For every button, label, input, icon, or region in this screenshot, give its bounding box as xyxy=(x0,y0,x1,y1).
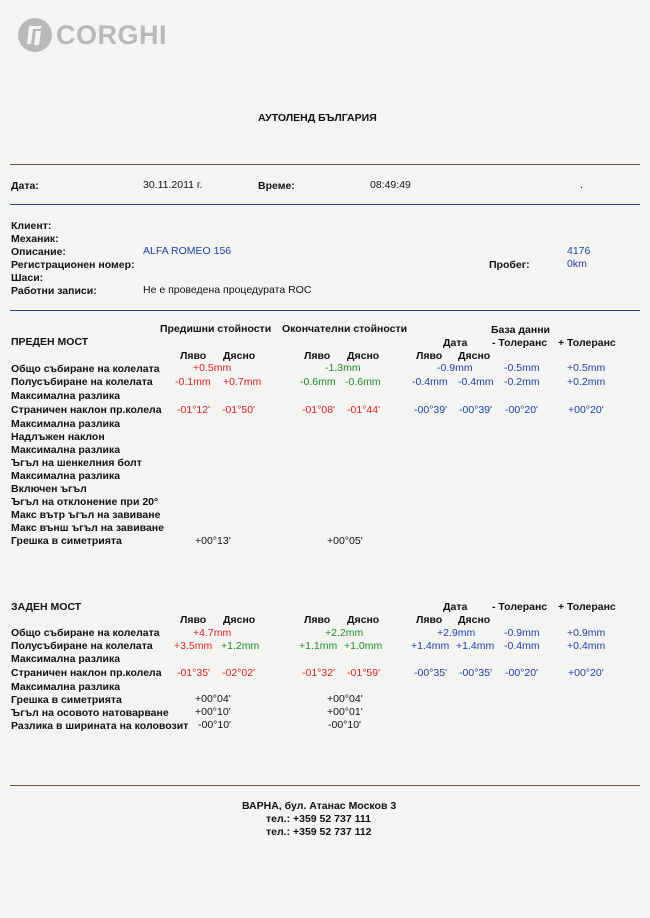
final-total: +00°04' xyxy=(327,693,363,705)
db-right: +1.4mm xyxy=(456,640,495,652)
tol-plus: +0.2mm xyxy=(567,376,606,388)
prev-left: -01°12' xyxy=(177,404,211,416)
description-code: 4176 xyxy=(567,245,591,257)
col-final-header: Окончателни стойности xyxy=(282,323,408,335)
chassis-label: Шаси: xyxy=(11,272,44,284)
logo-text: CORGHI xyxy=(56,20,167,50)
time-value: 08:49:49 xyxy=(370,179,411,191)
corghi-logo-mark-icon xyxy=(18,18,52,52)
footer-phone-2: тел.: +359 52 737 112 xyxy=(266,826,372,838)
final-total: +00°01' xyxy=(327,706,363,718)
worknotes-label: Работни записи: xyxy=(11,285,97,297)
final-left: -01°08' xyxy=(302,404,336,416)
row-label: Ъгъл на шенкелния болт xyxy=(11,457,142,469)
row-label: Полусъбиране на колелата xyxy=(11,640,153,652)
tol-plus: +0.5mm xyxy=(567,362,606,374)
final-right-header: Дясно xyxy=(347,350,380,362)
tol-minus: -0.5mm xyxy=(504,362,540,374)
final-total: -00°10' xyxy=(328,719,362,731)
row-label: Максимална разлика xyxy=(11,444,121,456)
row-label: Максимална разлика xyxy=(11,681,121,693)
prev-total: +00°10' xyxy=(195,706,231,718)
row-label: Включен ъгъл xyxy=(11,483,87,495)
row-label: Грешка в симетрията xyxy=(11,694,122,706)
prev-left-header: Ляво xyxy=(180,350,207,362)
prev-total: +0.5mm xyxy=(193,362,232,374)
final-right: +1.0mm xyxy=(344,640,383,652)
mileage-value: 0km xyxy=(567,258,587,270)
final-right: -01°59' xyxy=(347,667,381,679)
prev-right: +1.2mm xyxy=(221,640,260,652)
row-label: Максимална разлика xyxy=(11,390,121,402)
final-total: -1.3mm xyxy=(325,362,361,374)
prev-left-header: Ляво xyxy=(180,614,207,626)
tol-plus: +00°20' xyxy=(568,667,604,679)
stray-dot: . xyxy=(580,179,583,191)
tol-plus: +0.9mm xyxy=(567,627,606,639)
final-total: +00°05' xyxy=(327,535,363,547)
prev-total: +00°13' xyxy=(195,535,231,547)
row-label: Полусъбиране на колелата xyxy=(11,376,153,388)
row-label: Макс вътр ъгъл на завиване xyxy=(11,509,161,521)
divider xyxy=(10,310,640,311)
footer-phone-1: тел.: +359 52 737 111 xyxy=(266,813,371,825)
time-label: Време: xyxy=(258,180,295,192)
col-tol-minus-header: - Толеранс xyxy=(492,337,548,349)
final-total: +2.2mm xyxy=(325,627,364,639)
description-value: ALFA ROMEO 156 xyxy=(143,245,232,257)
row-label: Грешка в симетрията xyxy=(11,535,122,547)
final-right-header: Дясно xyxy=(347,614,380,626)
row-label: Разлика в ширината на коловозит xyxy=(11,720,189,732)
mileage-label: Пробег: xyxy=(489,259,530,271)
prev-left: -01°35' xyxy=(177,667,211,679)
col-tol-minus-header: - Толеранс xyxy=(492,601,548,613)
db-left-header: Ляво xyxy=(416,614,443,626)
prev-right: -02°02' xyxy=(222,667,256,679)
client-label: Клиент: xyxy=(11,220,52,232)
final-left-header: Ляво xyxy=(304,350,331,362)
db-right: -00°35' xyxy=(459,667,493,679)
final-left: -0.6mm xyxy=(300,376,336,388)
row-label: Надлъжен наклон xyxy=(11,431,105,443)
row-label: Страничен наклон пр.колела xyxy=(11,404,162,416)
prev-right: -01°50' xyxy=(222,404,256,416)
date-value: 30.11.2011 г. xyxy=(143,179,203,191)
divider xyxy=(10,204,640,205)
prev-right-header: Дясно xyxy=(223,350,256,362)
db-left: -0.4mm xyxy=(412,376,448,388)
tol-minus: -0.9mm xyxy=(504,627,540,639)
row-label: Ъгъл на осовото натоварване xyxy=(11,707,169,719)
worknotes-value: Не е проведена процедурата ROC xyxy=(143,284,312,296)
final-left: +1.1mm xyxy=(299,640,338,652)
final-right: -01°44' xyxy=(347,404,381,416)
tol-minus: -0.2mm xyxy=(504,376,540,388)
col-database-header: База данни xyxy=(491,324,550,336)
prev-right-header: Дясно xyxy=(223,614,256,626)
row-label: Общо събиране на колелата xyxy=(11,363,160,375)
tol-minus: -0.4mm xyxy=(504,640,540,652)
footer-address: ВАРНА, бул. Атанас Москов 3 xyxy=(242,800,397,812)
row-label: Максимална разлика xyxy=(11,470,121,482)
tol-plus: +0.4mm xyxy=(567,640,606,652)
col-tol-plus-header: + Толеранс xyxy=(558,337,616,349)
tol-minus: -00°20' xyxy=(505,667,539,679)
rear-axle-title: ЗАДЕН МОСТ xyxy=(11,601,82,613)
row-label: Ъгъл на отклонение при 20° xyxy=(11,496,159,508)
col-data-header: Дата xyxy=(443,601,468,613)
tol-minus: -00°20' xyxy=(505,404,539,416)
front-axle-title: ПРЕДЕН МОСТ xyxy=(11,336,89,348)
db-right: -00°39' xyxy=(459,404,493,416)
db-right-header: Дясно xyxy=(458,350,491,362)
date-label: Дата: xyxy=(11,180,39,192)
mechanic-label: Механик: xyxy=(11,233,59,245)
prev-total: -00°10' xyxy=(198,719,232,731)
col-data-header: Дата xyxy=(443,337,468,349)
final-left: -01°32' xyxy=(302,667,336,679)
db-right-header: Дясно xyxy=(458,614,491,626)
db-total: +2.9mm xyxy=(437,627,476,639)
db-left-header: Ляво xyxy=(416,350,443,362)
col-prev-header: Предишни стойности xyxy=(160,323,272,335)
db-right: -0.4mm xyxy=(458,376,494,388)
row-label: Общо събиране на колелата xyxy=(11,627,160,639)
final-left-header: Ляво xyxy=(304,614,331,626)
col-tol-plus-header: + Толеранс xyxy=(558,601,616,613)
divider xyxy=(10,164,640,165)
prev-total: +4.7mm xyxy=(193,627,232,639)
registration-label: Регистрационен номер: xyxy=(11,259,135,271)
row-label: Максимална разлика xyxy=(11,418,121,430)
row-label: Макс външ ъгъл на завиване xyxy=(11,522,164,534)
tol-plus: +00°20' xyxy=(568,404,604,416)
db-left: -00°35' xyxy=(414,667,448,679)
row-label: Максимална разлика xyxy=(11,653,121,665)
db-left: +1.4mm xyxy=(411,640,450,652)
prev-total: +00°04' xyxy=(195,693,231,705)
db-left: -00°39' xyxy=(414,404,448,416)
prev-left: +3.5mm xyxy=(174,640,213,652)
row-label: Страничен наклон пр.колела xyxy=(11,667,162,679)
final-right: -0.6mm xyxy=(345,376,381,388)
document-title: АУТОЛЕНД БЪЛГАРИЯ xyxy=(258,112,377,124)
prev-right: +0.7mm xyxy=(223,376,262,388)
prev-left: -0.1mm xyxy=(175,376,211,388)
corghi-logo xyxy=(18,18,167,54)
description-label: Описание: xyxy=(11,246,66,258)
db-total: -0.9mm xyxy=(437,362,473,374)
divider xyxy=(10,785,640,786)
